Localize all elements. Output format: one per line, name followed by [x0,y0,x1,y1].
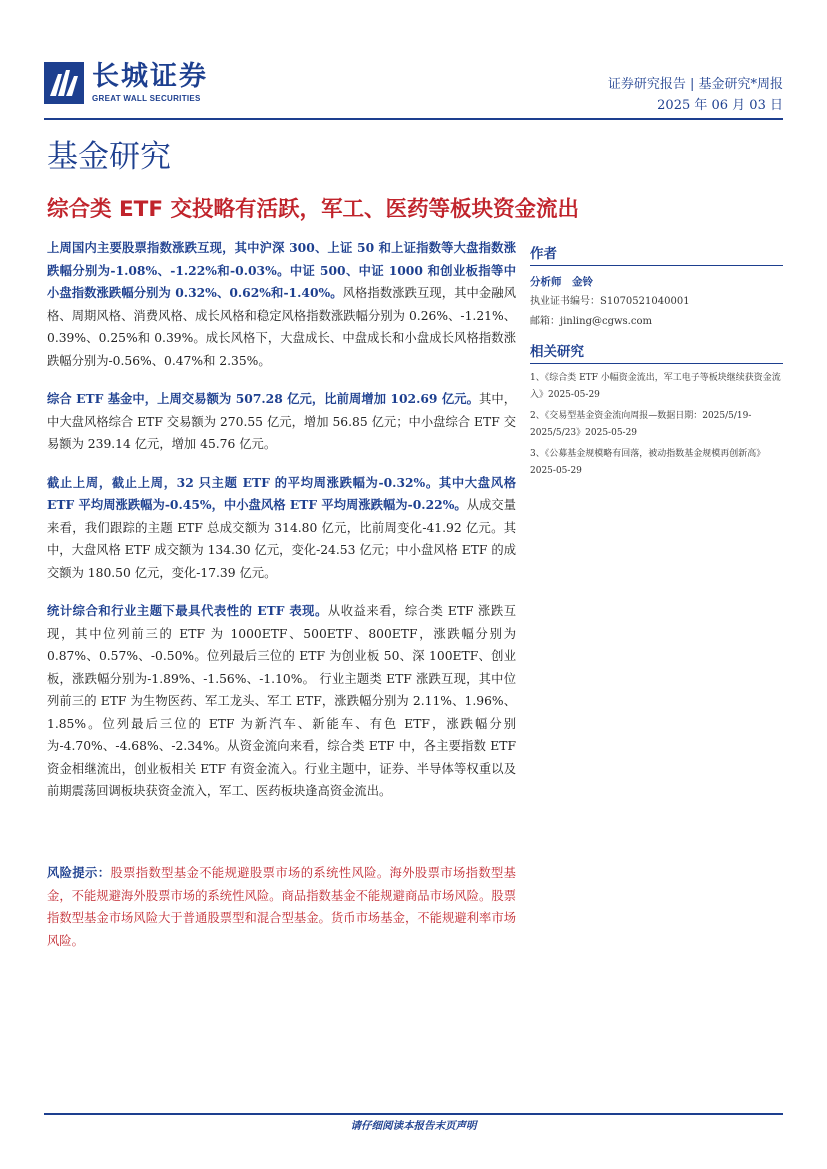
logo-text-cn: 长城证券 [92,61,208,92]
main-content [47,237,516,819]
related-report-item[interactable]: 1、《综合类 ETF 小幅资金流出，军工电子等板块继续获资金流入》2025-05-29 [530,373,781,400]
report-type: 证券研究报告 | 基金研究*周报 [607,77,783,92]
logo-text-en: GREAT WALL SECURITIES [92,94,201,103]
license-number: 执业证书编号：S1070521040001 [530,296,690,307]
header-divider [44,118,783,120]
paragraph-text: 其中，中大盘风格综合 ETF 交易额为 270.55 亿元，增加 56.85 亿元；中小盘综合 ETF 交易额为 239.14 亿元，增加 45.76 亿元。 [47,392,516,451]
paragraph [47,472,516,585]
paragraph [47,600,516,803]
paragraph-text: 风格指数涨跌互现，其中金融风格、周期风格、消费风格、成长风格和稳定风格指数涨跌幅分别为 0.26%、-1.21%、0.39%、0.25%和 0.39%。成长风格下，大盘成长、中盘成长和小盘成长风格指数涨跌幅分别为-0.56%、0.47%和 2.35%。 [47,286,516,368]
paragraph-lead: 上周国内主要股票指数涨跌互现，其中沪深 300、上证 50 和上证指数等大盘指数涨跌幅分别为-1.08%、-1.22%和-0.03%。中证 500、中证 1000 和创业板指等中小盘指数涨跌幅分别为 0.32%、0.62%和-1.40%。 [47,240,516,300]
logo-mark-icon [44,62,84,104]
report-headline: 综合类 ETF 交投略有活跃，军工、医药等板块资金流出 [47,197,580,222]
analyst-email[interactable]: 邮箱：jinling@cgws.com [530,316,652,327]
sidebar [530,242,783,484]
company-logo [44,62,219,106]
footer-disclaimer: 请仔细阅读本报告末页声明 [350,1120,477,1132]
related-heading: 相关研究 [530,340,783,364]
footer-divider [44,1113,783,1115]
paragraph-lead: 截止上周，截止上周，32 只主题 ETF 的平均周涨跌幅为-0.32%。其中大盘风格 ETF 平均周涨跌幅为-0.45%，中小盘风格 ETF 平均周涨跌幅为-0.22%。 [47,474,516,512]
author-heading: 作者 [530,242,783,266]
paragraph [47,388,516,456]
paragraph-lead: 统计综合和行业主题下最具代表性的 ETF 表现。 [47,603,328,618]
analyst-name: 分析师 金铃 [530,276,593,288]
paragraph-text: 从收益来看，综合类 ETF 涨跌互现，其中位列前三的 ETF 为 1000ETF、500ETF、800ETF，涨跌幅分别为 0.87%、0.57%、-0.50%。位列最后三位的 ETF 为创业板 50、深 100ETF、创业板，涨跌幅分别为-1.89%、-1.56%、-1.10%。 行业主题类 ETF 涨跌互现，其中位列前三的 ETF 为生物医药、军工龙头、军工 ETF，涨跌幅分别为 2.11%、1.96%、1.85%。位列最后三位的 ETF 为新汽车、新能车、有色 ETF，涨跌幅分别为-4.70%、-4.68%、-2.34%。从资金流向来看，综合类 ETF 中，各主要指数 ETF 资金相继流出，创业板相关 ETF 有资金流入。行业主题中，证券、半导体等权重以及前期震荡回调板块获资金流入，军工、医药板块逢高资金流出。 [47,604,517,798]
report-meta [608,74,783,116]
report-date: 2025 年 06 月 03 日 [657,98,783,113]
related-report-item[interactable]: 3、《公募基金规模略有回落，被动指数基金规模再创新高》2025-05-29 [530,449,766,476]
paragraph-lead: 综合 ETF 基金中，上周交易额为 507.28 亿元，比前周增加 102.69 亿元。 [47,391,479,406]
paragraph-text: 从成交量来看，我们跟踪的主题 ETF 总成交额为 314.80 亿元，比前周变化-41.92 亿元。其中，大盘风格 ETF 成交额为 134.30 亿元，变化-24.53 亿元；中小盘风格 ETF 的成交额为 180.50 亿元，变化-17.39 亿元。 [47,498,516,580]
risk-label: 风险提示： [47,865,111,880]
related-report-item[interactable]: 2、《交易型基金资金流向周报—数据日期：2025/5/19-2025/5/23》2025-05-29 [530,411,752,438]
risk-warning [47,862,516,952]
paragraph [47,237,516,372]
risk-text: 股票指数型基金不能规避股票市场的系统性风险。海外股票市场指数型基金，不能规避海外股票市场的系统性风险。商品指数基金不能规避商品市场风险。股票指数型基金市场风险大于普通股票型和混合型基金。货币市场基金，不能规避利率市场风险。 [47,866,516,948]
section-title: 基金研究 [47,139,171,175]
